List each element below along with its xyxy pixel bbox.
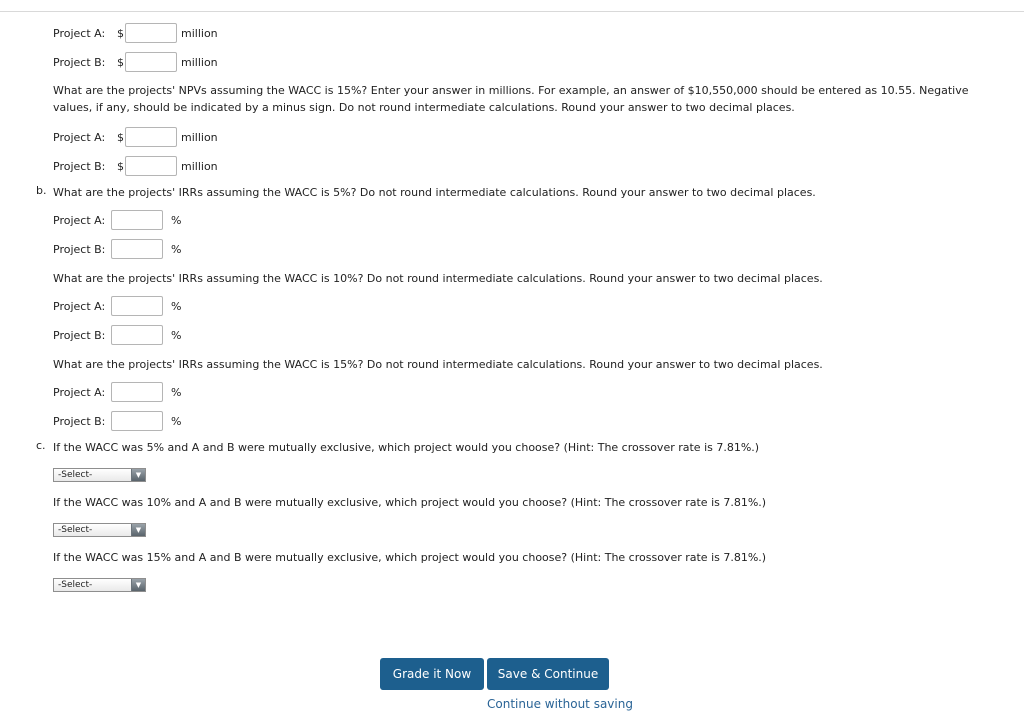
select-value: -Select- [58, 470, 93, 480]
choice-15-question: If the WACC was 15% and A and B were mutually exclusive, which project would you choose? (Hint: The crossover rate is 7.81%.) [53, 551, 767, 564]
project-label: Project B: [53, 55, 106, 69]
npv-row-a-15 [53, 127, 218, 147]
irr-a-5-input[interactable] [111, 210, 163, 230]
dollar-prefix: $ [117, 130, 124, 144]
project-label: Project B: [53, 159, 106, 173]
part-b-letter: b. [36, 184, 47, 197]
project-label: Project A: [53, 299, 106, 313]
irr-b-10-input[interactable] [111, 325, 163, 345]
choice-5-question: If the WACC was 5% and A and B were mutually exclusive, which project would you choose? (Hint: The crossover rate is 7.81%.) [53, 441, 760, 454]
project-label: Project B: [53, 242, 106, 256]
npv-a-10-input[interactable] [125, 23, 177, 43]
percent-label: % [171, 299, 182, 313]
irr-row-b-5 [53, 239, 181, 259]
unit-label: million [181, 26, 218, 40]
project-label: Project A: [53, 130, 106, 144]
grade-it-now-button[interactable]: Grade it Now [380, 658, 484, 690]
choice-10-question: If the WACC was 10% and A and B were mutually exclusive, which project would you choose? (Hint: The crossover rate is 7.81%.) [53, 496, 767, 509]
unit-label: million [181, 55, 218, 69]
irr-b-15-input[interactable] [111, 411, 163, 431]
project-label: Project A: [53, 385, 106, 399]
part-c-letter: c. [36, 439, 46, 452]
dropdown-arrow-icon[interactable]: ▼ [131, 579, 145, 591]
percent-label: % [171, 385, 182, 399]
irr-b-5-input[interactable] [111, 239, 163, 259]
npv-row-a-10 [53, 23, 218, 43]
percent-label: % [171, 242, 182, 256]
percent-label: % [171, 414, 182, 428]
irr-15-question: What are the projects' IRRs assuming the WACC is 15%? Do not round intermediate calculations. Round your answer to two decimal places. [53, 358, 823, 371]
select-value: -Select- [58, 580, 93, 590]
choice-5-select[interactable] [53, 468, 146, 482]
percent-label: % [171, 328, 182, 342]
npv-b-15-input[interactable] [125, 156, 177, 176]
dollar-prefix: $ [117, 159, 124, 173]
choice-10-select[interactable] [53, 523, 146, 537]
percent-label: % [171, 213, 182, 227]
dollar-prefix: $ [117, 55, 124, 69]
select-value: -Select- [58, 525, 93, 535]
top-divider [0, 11, 1024, 12]
irr-row-b-10 [53, 325, 181, 345]
npv-b-10-input[interactable] [125, 52, 177, 72]
irr-row-a-5 [53, 210, 181, 230]
irr-a-10-input[interactable] [111, 296, 163, 316]
save-continue-button[interactable]: Save & Continue [487, 658, 609, 690]
irr-a-15-input[interactable] [111, 382, 163, 402]
irr-row-a-15 [53, 382, 181, 402]
dollar-prefix: $ [117, 26, 124, 40]
irr-5-question: What are the projects' IRRs assuming the WACC is 5%? Do not round intermediate calculations. Round your answer to two decimal places. [53, 186, 816, 199]
choice-15-select[interactable] [53, 578, 146, 592]
project-label: Project A: [53, 26, 106, 40]
irr-row-a-10 [53, 296, 181, 316]
irr-10-question: What are the projects' IRRs assuming the WACC is 10%? Do not round intermediate calculations. Round your answer to two decimal places. [53, 272, 823, 285]
unit-label: million [181, 130, 218, 144]
npv-a-15-input[interactable] [125, 127, 177, 147]
dropdown-arrow-icon[interactable]: ▼ [131, 469, 145, 481]
project-label: Project A: [53, 213, 106, 227]
npv-row-b-15 [53, 156, 218, 176]
unit-label: million [181, 159, 218, 173]
npv-row-b-10 [53, 52, 218, 72]
project-label: Project B: [53, 328, 106, 342]
irr-row-b-15 [53, 411, 181, 431]
continue-without-saving-link[interactable]: Continue without saving [487, 697, 633, 711]
dropdown-arrow-icon[interactable]: ▼ [131, 524, 145, 536]
project-label: Project B: [53, 414, 106, 428]
npv-15-question: What are the projects' NPVs assuming the WACC is 15%? Enter your answer in millions. For example, an answer of $10,550,000 should be entered as 10.55. Negative values, if any, should be indicated by a minus sign. Do not round intermediate calculations. Round your answer to two decimal places. [53, 84, 969, 114]
